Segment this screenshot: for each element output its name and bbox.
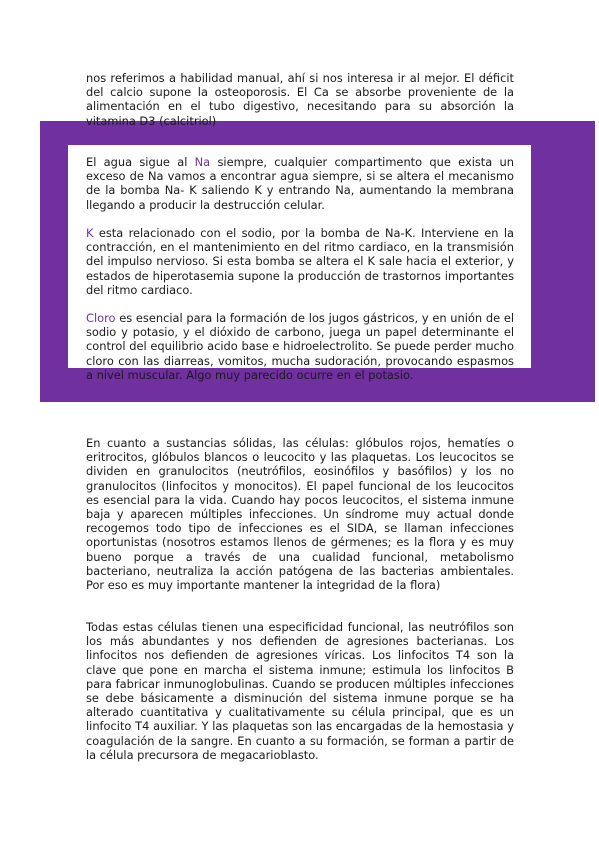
paragraph-sustancias-solidas: En cuanto a sustancias sólidas, las células: glóbulos rojos, hematíes o eritrocitos, glóbulos blancos o leucocito y las plaquetas. Los leucocitos se dividen en granulocitos (neutrófilos, eosinófilos y basófilos) y los no granulocitos (linfocitos y monocitos). El papel funcional de los leucocitos es esencial para la vida. Cuando hay pocos leucocitos, el sistema inmune baja y aparecen múltiples infecciones. Un síndrome muy actual donde recogemos todo tipo de infecciones es el SIDA, se llaman infecciones oportunistas (nosotros estamos llenos de gérmenes; es la flora y es muy bueno porque a través de una cualidad funcional, metabolismo bacteriano, neutraliza la acción patógena de las bacterias ambientales. Por eso es muy importante mantener la integridad de la flora) [86,436,514,593]
keyword-na: Na [194,155,211,169]
paragraph-especificidad: Todas estas células tienen una especificidad funcional, las neutrófilos son los más abundantes y nos defienden de agresiones bacterianas. Los linfocitos nos defienden de agresiones víricas. Los linfocitos T4 son la clave que pone en marcha el sistema inmune; estimula los linfocitos B para fabricar inmunoglobulinas. Cuando se producen múltiples infecciones se debe básicamente a disminución del sistema inmune porque se ha alterado cuantitativa y cualitativamente su célula principal, que es un linfocito T4 auxiliar. Y las plaquetas son las encargadas de la hemostasia y coagulación de la sangre. En cuanto a su formación, se forman a partir de la célula precursora de megacarioblasto. [86,620,514,762]
cloro-post: es esencial para la formación de los jugos gástricos, y en unión de el sodio y potasio, y el dióxido de carbono, juega un papel determinante el control del equilibrio acido base e hidroelectrolito. Se puede perder mucho cloro con las diarreas, vomitos, mucha sudoración, provocando espasmos a nivel muscular. Algo muy parecido ocurre en el potasio. [86,311,514,382]
paragraph-potasio [86,226,514,297]
keyword-cloro: Cloro [86,311,116,325]
paragraph-cloro [86,311,514,382]
sodio-post: siempre, cualquier compartimento que exista un exceso de Na vamos a encontrar agua siempre, si se altera el mecanismo de la bomba Na- K saliendo K y entrando Na, aumentando la membrana llegando a producir la destrucción celular. [86,155,514,212]
potasio-post: esta relacionado con el sodio, por la bomba de Na-K. Interviene en la contracción, en el mantenimiento en del ritmo cardiaco, en la transmisión del impulso nervioso. Si esta bomba se altera el K sale hacia el exterior, y estados de hiperotasemia supone la producción de trastornos importantes del ritmo cardiaco. [86,226,514,297]
paragraph-calcio: nos referimos a habilidad manual, ahí si nos interesa ir al mejor. El déficit del calcio supone la osteoporosis. El Ca se absorbe proveniente de la alimentación en el tubo digestivo, necesitando para su absorción la vitamina D3 (calcitriol) [86,71,514,128]
sodio-pre: El agua sigue al [86,155,195,169]
paragraph-sodio [86,155,514,212]
keyword-k: K [86,226,94,240]
